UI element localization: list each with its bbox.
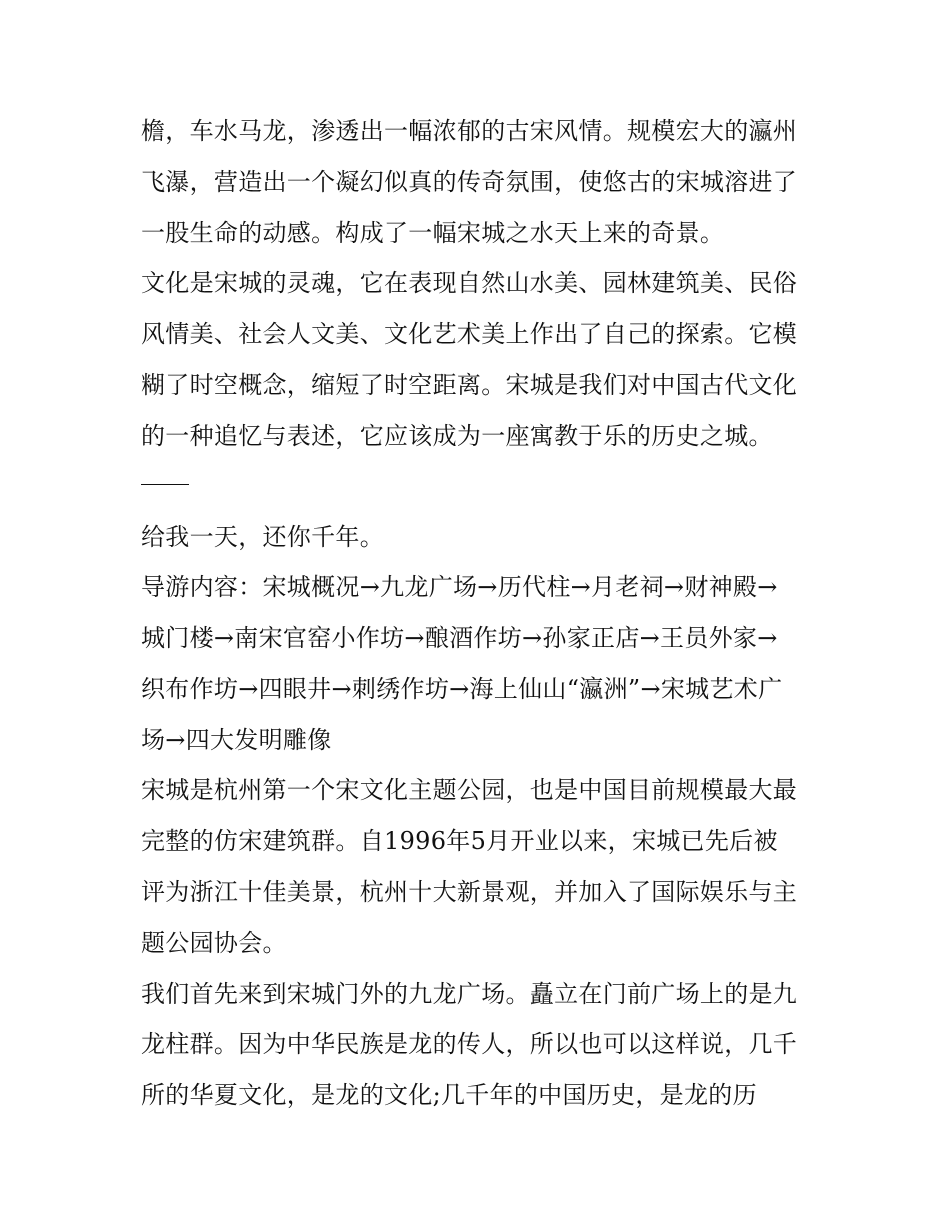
text-line: 评为浙江十佳美景，杭州十大新景观，并加入了国际娱乐与主 <box>141 878 798 906</box>
text-line: 文化是宋城的灵魂，它在表现自然山水美、园林建筑美、民俗 <box>141 269 798 297</box>
text-line: 我们首先来到宋城门外的九龙广场。矗立在门前广场上的是九 <box>141 980 798 1008</box>
text-line: 飞瀑，营造出一个凝幻似真的传奇氛围，使悠古的宋城溶进了 <box>141 168 798 196</box>
slogan-line: 给我一天，还你千年。 <box>141 523 384 551</box>
text-line: 导游内容：宋城概况→九龙广场→历代柱→月老祠→财神殿→ <box>141 573 778 601</box>
text-line: 城门楼→南宋官窑小作坊→酿酒作坊→孙家正店→王员外家→ <box>141 624 778 652</box>
text-line: 的一种追忆与表述，它应该成为一座寓教于乐的历史之城。 <box>141 422 773 450</box>
text-line: 织布作坊→四眼井→刺绣作坊→海上仙山“瀛洲”→宋城艺术广 <box>141 675 783 703</box>
text-line: 风情美、社会人文美、文化艺术美上作出了自己的探索。它模 <box>141 320 798 348</box>
text-line: 所的华夏文化，是龙的文化;几千年的中国历史，是龙的历 <box>141 1081 757 1109</box>
text-line: 檐，车水马龙，渗透出一幅浓郁的古宋风情。规模宏大的瀛州 <box>141 117 798 145</box>
text-line: 宋城是杭州第一个宋文化主题公园，也是中国目前规模最大最 <box>141 776 798 804</box>
section-divider <box>141 484 189 485</box>
text-line: 龙柱群。因为中华民族是龙的传人，所以也可以这样说，几千 <box>141 1030 798 1058</box>
text-line: 题公园协会。 <box>141 929 287 957</box>
text-line: 场→四大发明雕像 <box>141 726 332 754</box>
text-line: 完整的仿宋建筑群。自1996年5月开业以来，宋城已先后被 <box>141 827 778 855</box>
text-line: 糊了时空概念，缩短了时空距离。宋城是我们对中国古代文化 <box>141 371 798 399</box>
text-line: 一股生命的动感。构成了一幅宋城之水天上来的奇景。 <box>141 219 725 247</box>
